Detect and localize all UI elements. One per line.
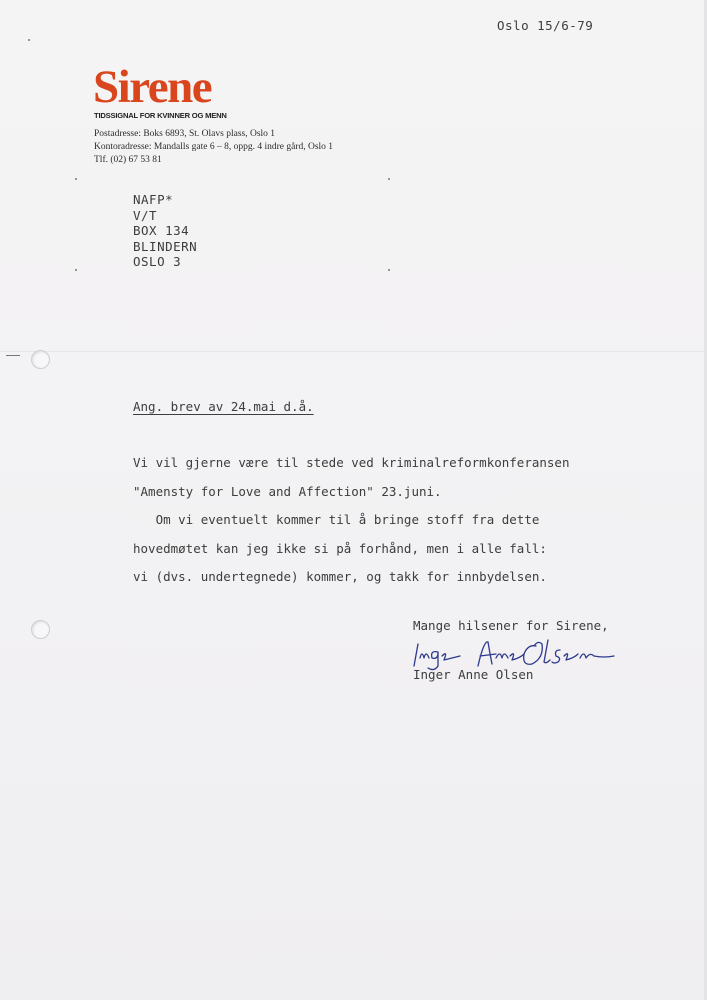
speck [75,269,77,271]
body-line: Vi vil gjerne være til stede ved kriminalreformkonferansen [133,455,570,470]
closing-line: Mange hilsener for Sirene, [413,618,609,633]
body-line: "Amensty for Love and Affection" 23.juni. [133,484,442,499]
recipient-line: OSLO 3 [133,254,182,269]
speck [28,39,30,41]
fold-line [0,351,707,352]
recipient-line: NAFP* [133,192,174,207]
body-line: vi (dvs. undertegnede) kommer, og takk for innbydelsen. [133,569,547,584]
recipient-line: V/T [133,207,158,223]
speck [75,178,77,180]
recipient-line: BLINDERN [133,238,198,254]
recipient-line: BOX 134 [133,223,190,238]
signed-name: Inger Anne Olsen [413,667,534,682]
letterhead-address [94,128,333,167]
postal-address: Postadresse: Boks 6893, St. Olavs plass, Oslo 1 [94,129,276,139]
punch-hole-bottom [31,620,50,639]
speck [388,178,390,180]
recipient-address [133,192,197,270]
phone-number: Tlf. (02) 67 53 81 [94,155,162,165]
speck [388,269,390,271]
logo-tagline: TIDSSIGNAL FOR KVINNER OG MENN [94,111,227,120]
sirene-logo: Sirene [93,61,212,113]
body-line: hovedmøtet kan jeg ikke si på forhånd, men i alle fall: [133,541,547,556]
subject-line: Ang. brev av 24.mai d.å. [133,399,314,414]
letter-date: Oslo 15/6-79 [497,18,594,33]
margin-mark [6,355,20,356]
punch-hole-top [31,350,50,369]
office-address: Kontoradresse: Mandalls gate 6 – 8, oppg. 4 indre gård, Oslo 1 [94,142,334,152]
body-line: Om vi eventuelt kommer til å bringe stoff fra dette [133,512,540,527]
